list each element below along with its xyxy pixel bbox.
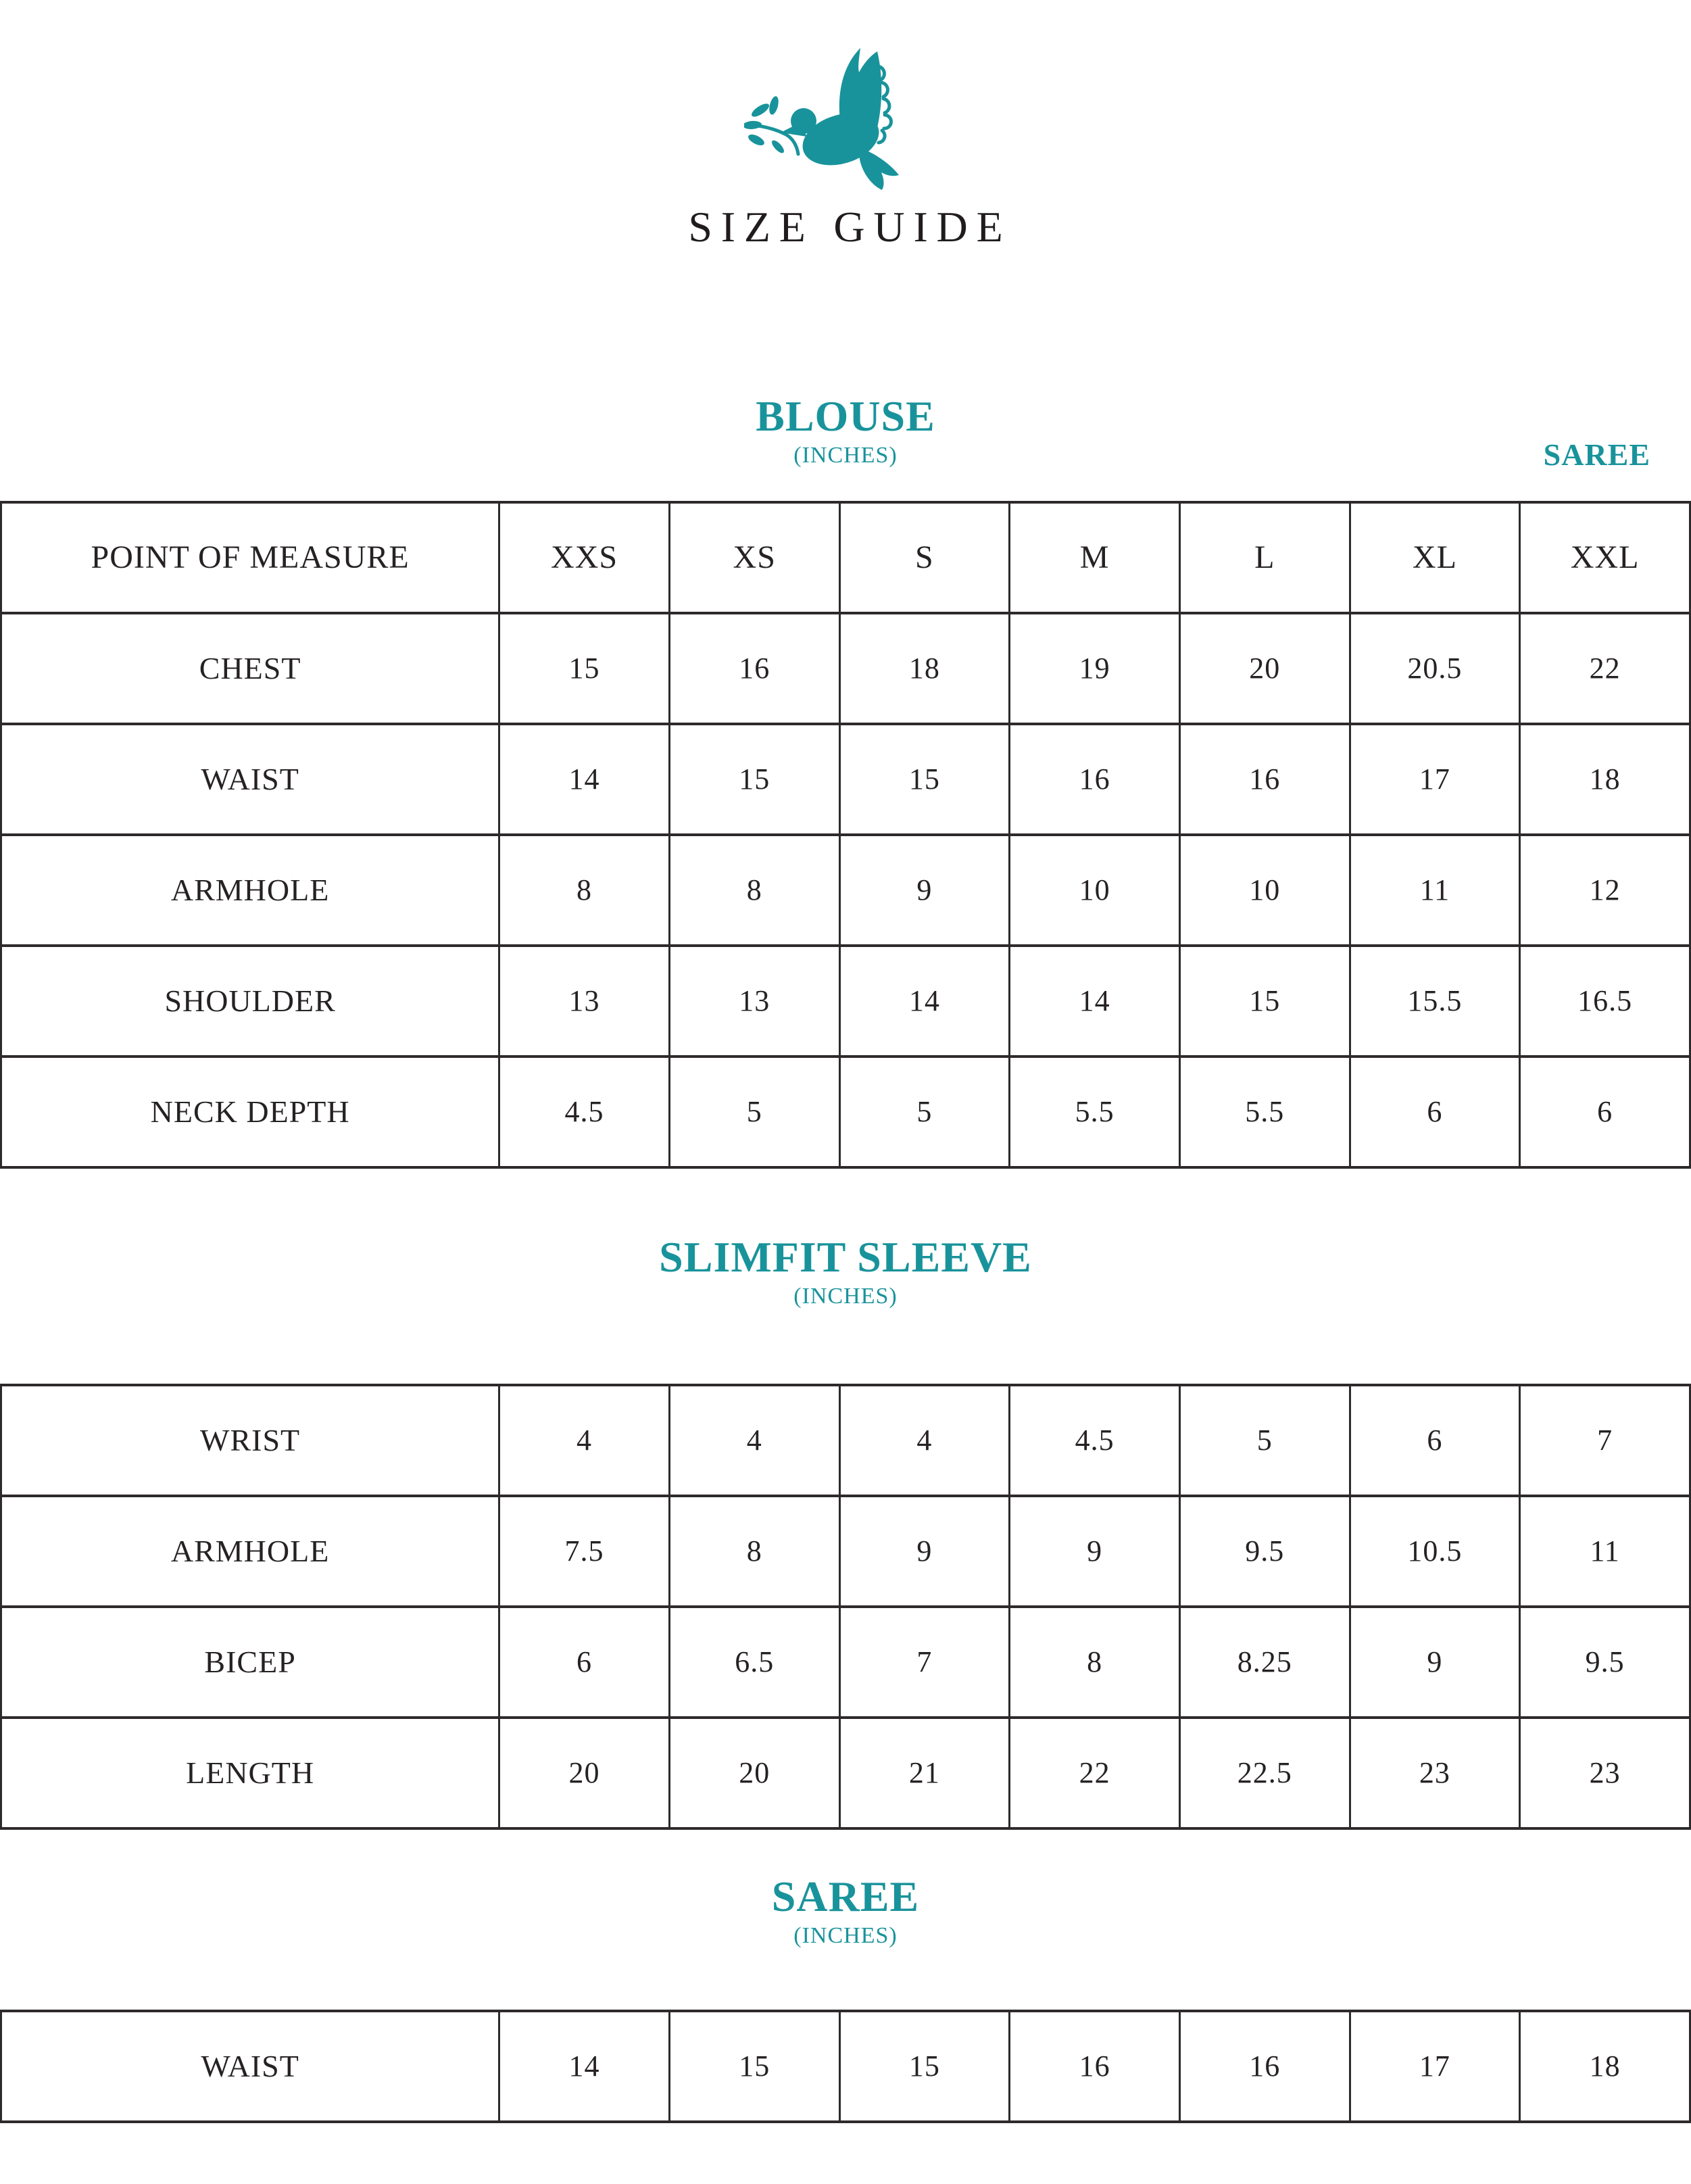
value-cell: 20: [669, 1718, 839, 1828]
size-header-cell: S: [839, 502, 1010, 613]
size-sections: [0, 393, 1691, 2123]
table-row: [1, 613, 1690, 724]
header-row: [1, 502, 1690, 613]
table-row: [1, 1607, 1690, 1718]
brand-header: [0, 0, 1691, 252]
value-cell: 15: [669, 724, 839, 835]
value-cell: 6.5: [669, 1607, 839, 1718]
value-cell: 16: [1179, 2011, 1350, 2122]
corner-saree-label: SAREE: [1543, 437, 1650, 472]
value-cell: 15: [1179, 946, 1350, 1057]
value-cell: 9.5: [1520, 1607, 1690, 1718]
value-cell: 4.5: [499, 1057, 670, 1167]
size-table-saree: [0, 2010, 1691, 2123]
section-title-blouse: BLOUSE: [756, 392, 935, 440]
value-cell: 7: [1520, 1385, 1690, 1496]
value-cell: 16: [1010, 724, 1180, 835]
value-cell: 16: [1010, 2011, 1180, 2122]
value-cell: 8: [499, 835, 670, 946]
section-subtitle-saree: (INCHES): [793, 1922, 898, 1948]
row-label-cell: NECK DEPTH: [1, 1057, 499, 1167]
size-table-blouse: [0, 501, 1691, 1169]
value-cell: 4: [499, 1385, 670, 1496]
section-title-saree: SAREE: [771, 1872, 920, 1920]
value-cell: 19: [1010, 613, 1180, 724]
brand-wordmark: SIZE GUIDE: [688, 203, 1012, 251]
value-cell: 22.5: [1179, 1718, 1350, 1828]
size-header-cell: XXL: [1520, 502, 1690, 613]
value-cell: 16: [669, 613, 839, 724]
row-label-cell: CHEST: [1, 613, 499, 724]
row-label-cell: WAIST: [1, 2011, 499, 2122]
value-cell: 5.5: [1010, 1057, 1180, 1167]
section-title-slimfit-sleeve: SLIMFIT SLEEVE: [659, 1232, 1032, 1281]
section-subtitle-blouse: (INCHES): [793, 443, 898, 468]
value-cell: 4.5: [1010, 1385, 1180, 1496]
row-label-cell: ARMHOLE: [1, 1496, 499, 1607]
size-table-slimfit-sleeve: [0, 1384, 1691, 1830]
value-cell: 13: [669, 946, 839, 1057]
point-of-measure-header-cell: POINT OF MEASURE: [1, 502, 499, 613]
value-cell: 13: [499, 946, 670, 1057]
value-cell: 18: [839, 613, 1010, 724]
value-cell: 23: [1350, 1718, 1520, 1828]
value-cell: 9.5: [1179, 1496, 1350, 1607]
section-blouse: [0, 393, 1691, 1169]
row-label-cell: WRIST: [1, 1385, 499, 1496]
value-cell: 5: [839, 1057, 1010, 1167]
value-cell: 10: [1179, 835, 1350, 946]
value-cell: 5.5: [1179, 1057, 1350, 1167]
value-cell: 20: [499, 1718, 670, 1828]
size-header-cell: L: [1179, 502, 1350, 613]
value-cell: 23: [1520, 1718, 1690, 1828]
value-cell: 14: [499, 724, 670, 835]
value-cell: 6: [499, 1607, 670, 1718]
value-cell: 22: [1010, 1718, 1180, 1828]
table-row: [1, 1057, 1690, 1167]
table-row: [1, 946, 1690, 1057]
table-row: [1, 1385, 1690, 1496]
value-cell: 6: [1350, 1057, 1520, 1167]
value-cell: 20.5: [1350, 613, 1520, 724]
value-cell: 16.5: [1520, 946, 1690, 1057]
row-label-cell: LENGTH: [1, 1718, 499, 1828]
value-cell: 11: [1520, 1496, 1690, 1607]
value-cell: 9: [839, 1496, 1010, 1607]
value-cell: 17: [1350, 2011, 1520, 2122]
value-cell: 22: [1520, 613, 1690, 724]
value-cell: 8: [1010, 1607, 1180, 1718]
value-cell: 15: [839, 724, 1010, 835]
value-cell: 7: [839, 1607, 1010, 1718]
value-cell: 15: [499, 613, 670, 724]
value-cell: 15: [669, 2011, 839, 2122]
row-label-cell: WAIST: [1, 724, 499, 835]
table-row: [1, 724, 1690, 835]
value-cell: 15: [839, 2011, 1010, 2122]
value-cell: 9: [1010, 1496, 1180, 1607]
section-subtitle-slimfit-sleeve: (INCHES): [793, 1284, 898, 1309]
value-cell: 5: [1179, 1385, 1350, 1496]
value-cell: 6: [1350, 1385, 1520, 1496]
table-row: [1, 1496, 1690, 1607]
value-cell: 18: [1520, 724, 1690, 835]
size-header-cell: M: [1010, 502, 1180, 613]
row-label-cell: ARMHOLE: [1, 835, 499, 946]
value-cell: 9: [1350, 1607, 1520, 1718]
value-cell: 4: [669, 1385, 839, 1496]
value-cell: 14: [839, 946, 1010, 1057]
section-saree: [0, 1873, 1691, 2123]
value-cell: 6: [1520, 1057, 1690, 1167]
value-cell: 18: [1520, 2011, 1690, 2122]
value-cell: 17: [1350, 724, 1520, 835]
row-label-cell: SHOULDER: [1, 946, 499, 1057]
value-cell: 10.5: [1350, 1496, 1520, 1607]
size-header-cell: XS: [669, 502, 839, 613]
value-cell: 11: [1350, 835, 1520, 946]
value-cell: 8.25: [1179, 1607, 1350, 1718]
section-slimfit-sleeve: [0, 1234, 1691, 1830]
row-label-cell: BICEP: [1, 1607, 499, 1718]
value-cell: 14: [1010, 946, 1180, 1057]
value-cell: 14: [499, 2011, 670, 2122]
value-cell: 20: [1179, 613, 1350, 724]
table-row: [1, 1718, 1690, 1828]
table-row: [1, 2011, 1690, 2122]
value-cell: 8: [669, 835, 839, 946]
size-header-cell: XL: [1350, 502, 1520, 613]
value-cell: 4: [839, 1385, 1010, 1496]
value-cell: 8: [669, 1496, 839, 1607]
table-row: [1, 835, 1690, 946]
value-cell: 21: [839, 1718, 1010, 1828]
value-cell: 10: [1010, 835, 1180, 946]
value-cell: 16: [1179, 724, 1350, 835]
value-cell: 9: [839, 835, 1010, 946]
value-cell: 12: [1520, 835, 1690, 946]
value-cell: 7.5: [499, 1496, 670, 1607]
value-cell: 15.5: [1350, 946, 1520, 1057]
value-cell: 5: [669, 1057, 839, 1167]
size-header-cell: XXS: [499, 502, 670, 613]
dove-logo-icon: [744, 45, 947, 197]
